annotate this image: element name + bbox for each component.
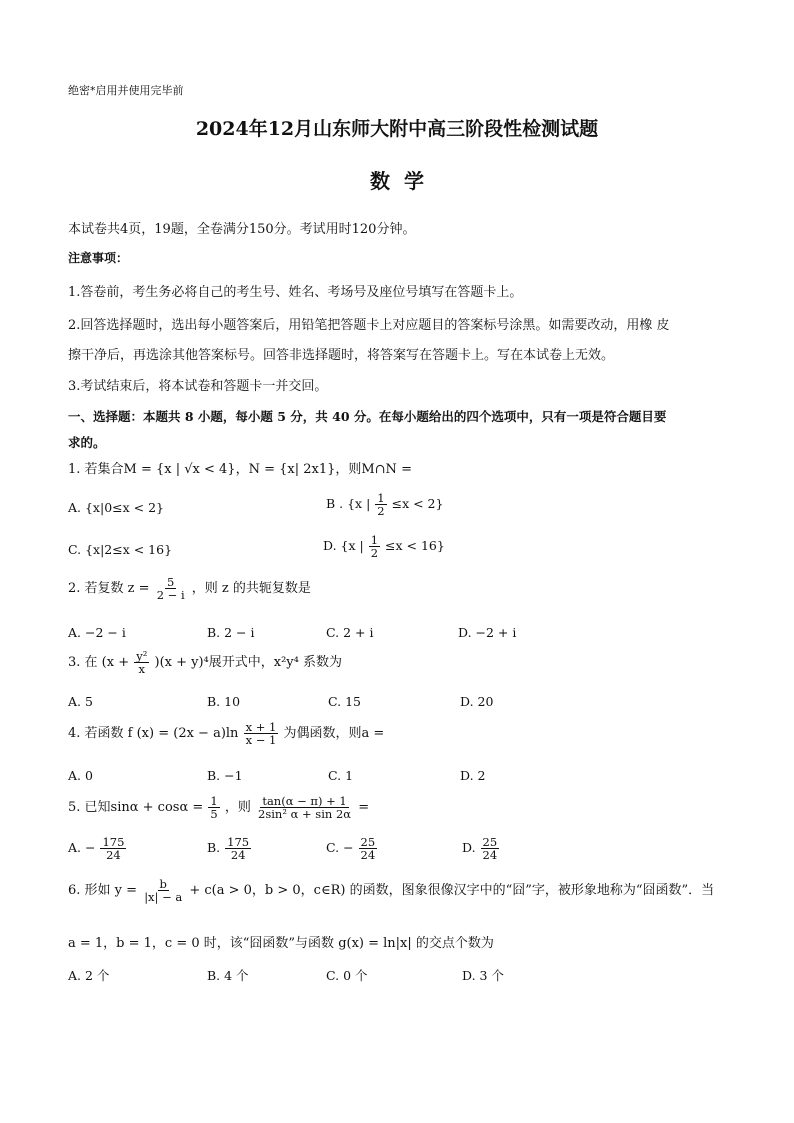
note-1: 1.答卷前，考生务必将自己的考生号、姓名、考场号及座位号填写在答题卡上。 [68, 285, 523, 300]
q2-option-a: A. −2 − i [68, 625, 126, 640]
q3-option-a: A. 5 [68, 694, 93, 709]
subject-title: 数学 [370, 169, 438, 193]
section-heading-line-1: 一、选择题：本题共 8 小题，每小题 5 分，共 40 分。在每小题给出的四个选项中，只有一项是符合题目要 [68, 409, 667, 424]
question-6-stem-line-2: a = 1，b = 1，c = 0 时，该“囧函数”与函数 g(x) = ln|x| 的交点个数为 [68, 936, 494, 951]
q6-option-d: D. 3 个 [462, 968, 504, 983]
q3-option-b: B. 10 [207, 694, 241, 709]
note-3: 3.考试结束后，将本试卷和答题卡一并交回。 [68, 379, 328, 394]
note-2-line-1: 2.回答选择题时，选出每小题答案后，用铅笔把答题卡上对应题目的答案标号涂黑。如需要改动，用橡 皮 [68, 318, 670, 333]
q1-option-d: D. {x | $\frac{1}{2}$ ≤x < 16} [323, 533, 445, 561]
note-2-line-2: 擦干净后，再选涂其他答案标号。回答非选择题时，将答案写在答题卡上。写在本试卷上无效。 [68, 348, 615, 363]
question-4-stem: 4. 若函数 f (x) = (2x − a)ln $\frac{x + 1}{x - 1}$ 为偶函数，则a = [68, 720, 385, 748]
q4-option-d: D. 2 [460, 768, 486, 783]
question-1-stem: 1. 若集合M = {x | √x < 4}，N = {x| 2x1}，则M∩N = [68, 462, 412, 477]
q6-option-b: B. 4 个 [207, 968, 249, 983]
q5-option-b: B. $\frac{175}{24}$ [207, 835, 250, 863]
question-5-stem: 5. 已知sinα + cosα = $\frac{1}{5}$ ，则 $\frac{\tan(\alpha - \pi) + 1}{\text{2sin² α + sin 2α}}$ = [68, 794, 370, 822]
q2-option-c: C. 2 + i [326, 625, 374, 640]
q3-option-d: D. 20 [460, 694, 494, 709]
q1-option-a: A. {x|0≤x < 2} [68, 500, 164, 515]
q6-option-c: C. 0 个 [326, 968, 368, 983]
q4-option-b: B. −1 [207, 768, 243, 783]
q6-option-a: A. 2 个 [68, 968, 110, 983]
exam-title: 2024年12月山东师大附中高三阶段性检测试题 [195, 118, 599, 140]
q2-option-b: B. 2 − i [207, 625, 255, 640]
q4-option-c: C. 1 [328, 768, 354, 783]
question-2-stem: 2. 若复数 z = $\frac{5}{2 - i}$ ，则 z 的共轭复数是 [68, 575, 311, 603]
confidential-mark: 绝密*启用并使用完毕前 [68, 84, 184, 97]
q2-option-d: D. −2 + i [458, 625, 517, 640]
q5-option-c: C. − $\frac{25}{24}$ [326, 835, 376, 863]
q4-option-a: A. 0 [68, 768, 93, 783]
q1-option-b: B . {x | $\frac{1}{2}$ ≤x < 2} [326, 491, 444, 519]
q5-option-d: D. $\frac{25}{24}$ [462, 835, 498, 863]
notice-title: 注意事项： [68, 251, 129, 265]
question-6-stem-line-1: 6. 形如 y = $\frac{b}{|x| - a}$ + c(a > 0，b > 0，c∈R) 的函数，图象很像汉字中的“囧”字，被形象地称为“囧函数”．当 [68, 877, 715, 905]
q1-option-c: C. {x|2≤x < 16} [68, 542, 173, 557]
question-3-stem: 3. 在 (x + $\frac{\text{y²}}{x}$ )(x + y)⁴展开式中，x²y⁴ 系数为 [68, 649, 342, 677]
section-heading-line-2: 求的。 [68, 435, 106, 450]
q3-option-c: C. 15 [328, 694, 361, 709]
q5-option-a: A. − $\frac{175}{24}$ [68, 835, 125, 863]
intro-line: 本试卷共4页，19题，全卷满分150分。考试用时120分钟。 [68, 222, 416, 237]
